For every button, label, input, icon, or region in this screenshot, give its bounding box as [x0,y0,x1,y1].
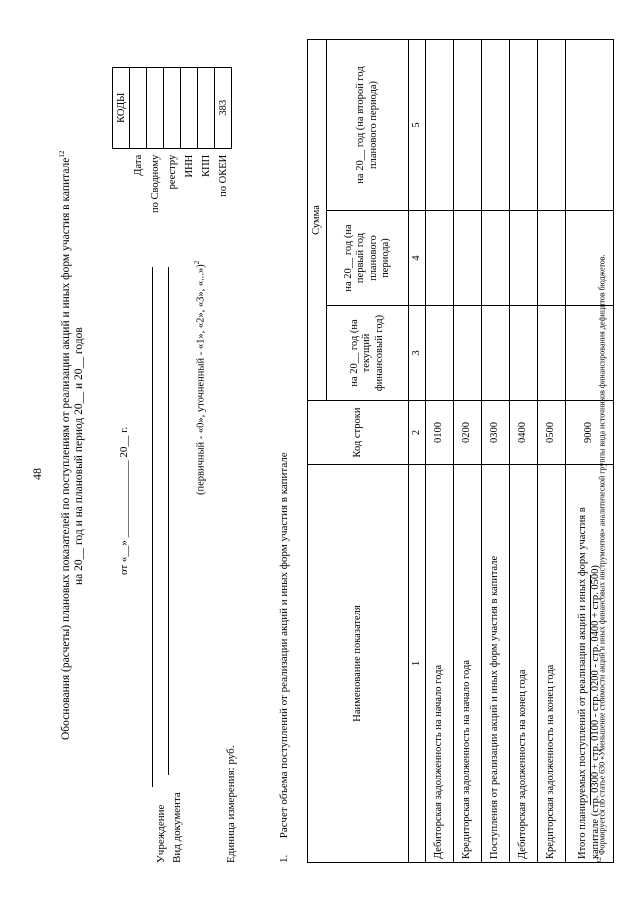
row-name: Итого планируемых поступлений от реализации акций и иных форм участия в капитале (стр. 0300 + стр. 0100 - стр. 0200 - стр. 0400 + стр. 0500) [566,465,614,863]
codes-label-registry: по Сводному [149,154,161,213]
column-number: 5 [409,40,426,211]
section-title: Расчет объема поступлений от реализации акций и иных форм участия в капитале [278,452,290,839]
table-row [454,40,482,863]
codes-value-kpp[interactable] [198,67,215,148]
document-date: от «__» ______________ 20__ г. [118,426,130,575]
value-cell[interactable] [426,40,454,211]
codes-value-date[interactable] [130,67,147,148]
codes-table [112,67,232,213]
table-row [426,40,454,863]
footnote: $^{12}$ Формируется по статье 630 «Уменьшение стоимости акций и иных финансовых инструментов» аналитической группы вида источников финансирования дефицитов бюджетов. [597,254,607,863]
codes-value-okei[interactable]: 383 [215,67,232,148]
codes-label-date: Дата [132,154,144,176]
value-cell[interactable] [482,40,510,211]
codes-label-okei: по ОКЕИ [217,154,229,197]
value-cell[interactable] [538,40,566,211]
section-number: 1. [278,854,290,863]
codes-label-inn: ИНН [183,154,195,178]
row-code: 0400 [510,401,538,465]
codes-label-registry-cont: реестру [166,154,178,190]
doc-type-field[interactable] [168,267,169,775]
column-number: 4 [409,211,426,306]
institution-field[interactable] [152,267,153,787]
header-code: Код строки [308,401,409,465]
codes-value-registry-cont[interactable] [164,67,181,148]
unit-label: Единица измерения: руб. [225,745,237,863]
doc-type-note: (первичный - «0», уточненный - «1», «2», «3», «...»)$^2$ [193,260,207,495]
row-code: 0100 [426,401,454,465]
column-number: 1 [409,465,426,863]
header-year-current: на 20__ год (на текущий финансовый год) [327,306,409,401]
page-number: 48 [30,468,44,480]
row-code: 0300 [482,401,510,465]
row-code: 9000 [566,401,614,465]
value-cell[interactable] [454,211,482,306]
document-title: Обоснования (расчеты) плановых показателей по поступлениям от реализации акций и иных форм участия в капитале$^{12}$ [58,150,72,740]
document-period: на 20__ год и на плановый период 20__ и 20__ годов [73,327,85,585]
footnote-divider [590,575,591,805]
row-code: 0200 [454,401,482,465]
column-number: 3 [409,306,426,401]
codes-header: КОДЫ [113,67,130,148]
header-name: Наименование показателя [308,465,409,863]
table-row [510,40,538,863]
value-cell[interactable] [538,306,566,401]
main-table [307,39,614,863]
value-cell[interactable] [426,306,454,401]
column-number: 2 [409,401,426,465]
header-sum: Сумма [308,40,327,401]
institution-label: Учреждение [155,804,167,863]
value-cell[interactable] [426,211,454,306]
value-cell[interactable] [566,40,614,211]
codes-value-inn[interactable] [181,67,198,148]
value-cell[interactable] [510,40,538,211]
codes-value-registry[interactable] [147,67,164,148]
section-heading [278,452,290,863]
codes-label-kpp: КПП [200,154,212,177]
table-row [482,40,510,863]
value-cell[interactable] [482,211,510,306]
header-year-first: на 20__ год (на первый год планового периода) [327,211,409,306]
doc-type-label: Вид документа [171,792,183,863]
row-code: 0500 [538,401,566,465]
row-name: Кредиторская задолженность на конец года [538,465,566,863]
value-cell[interactable] [510,211,538,306]
table-row [538,40,566,863]
row-name: Дебиторская задолженность на конец года [510,465,538,863]
row-name: Дебиторская задолженность на начало года [426,465,454,863]
value-cell[interactable] [454,40,482,211]
row-name: Поступления от реализации акций и иных форм участия в капитале [482,465,510,863]
value-cell[interactable] [454,306,482,401]
value-cell[interactable] [510,306,538,401]
header-year-second: на 20__ год (на второй год планового периода) [327,40,409,211]
row-name: Кредиторская задолженность на начало года [454,465,482,863]
value-cell[interactable] [538,211,566,306]
value-cell[interactable] [482,306,510,401]
